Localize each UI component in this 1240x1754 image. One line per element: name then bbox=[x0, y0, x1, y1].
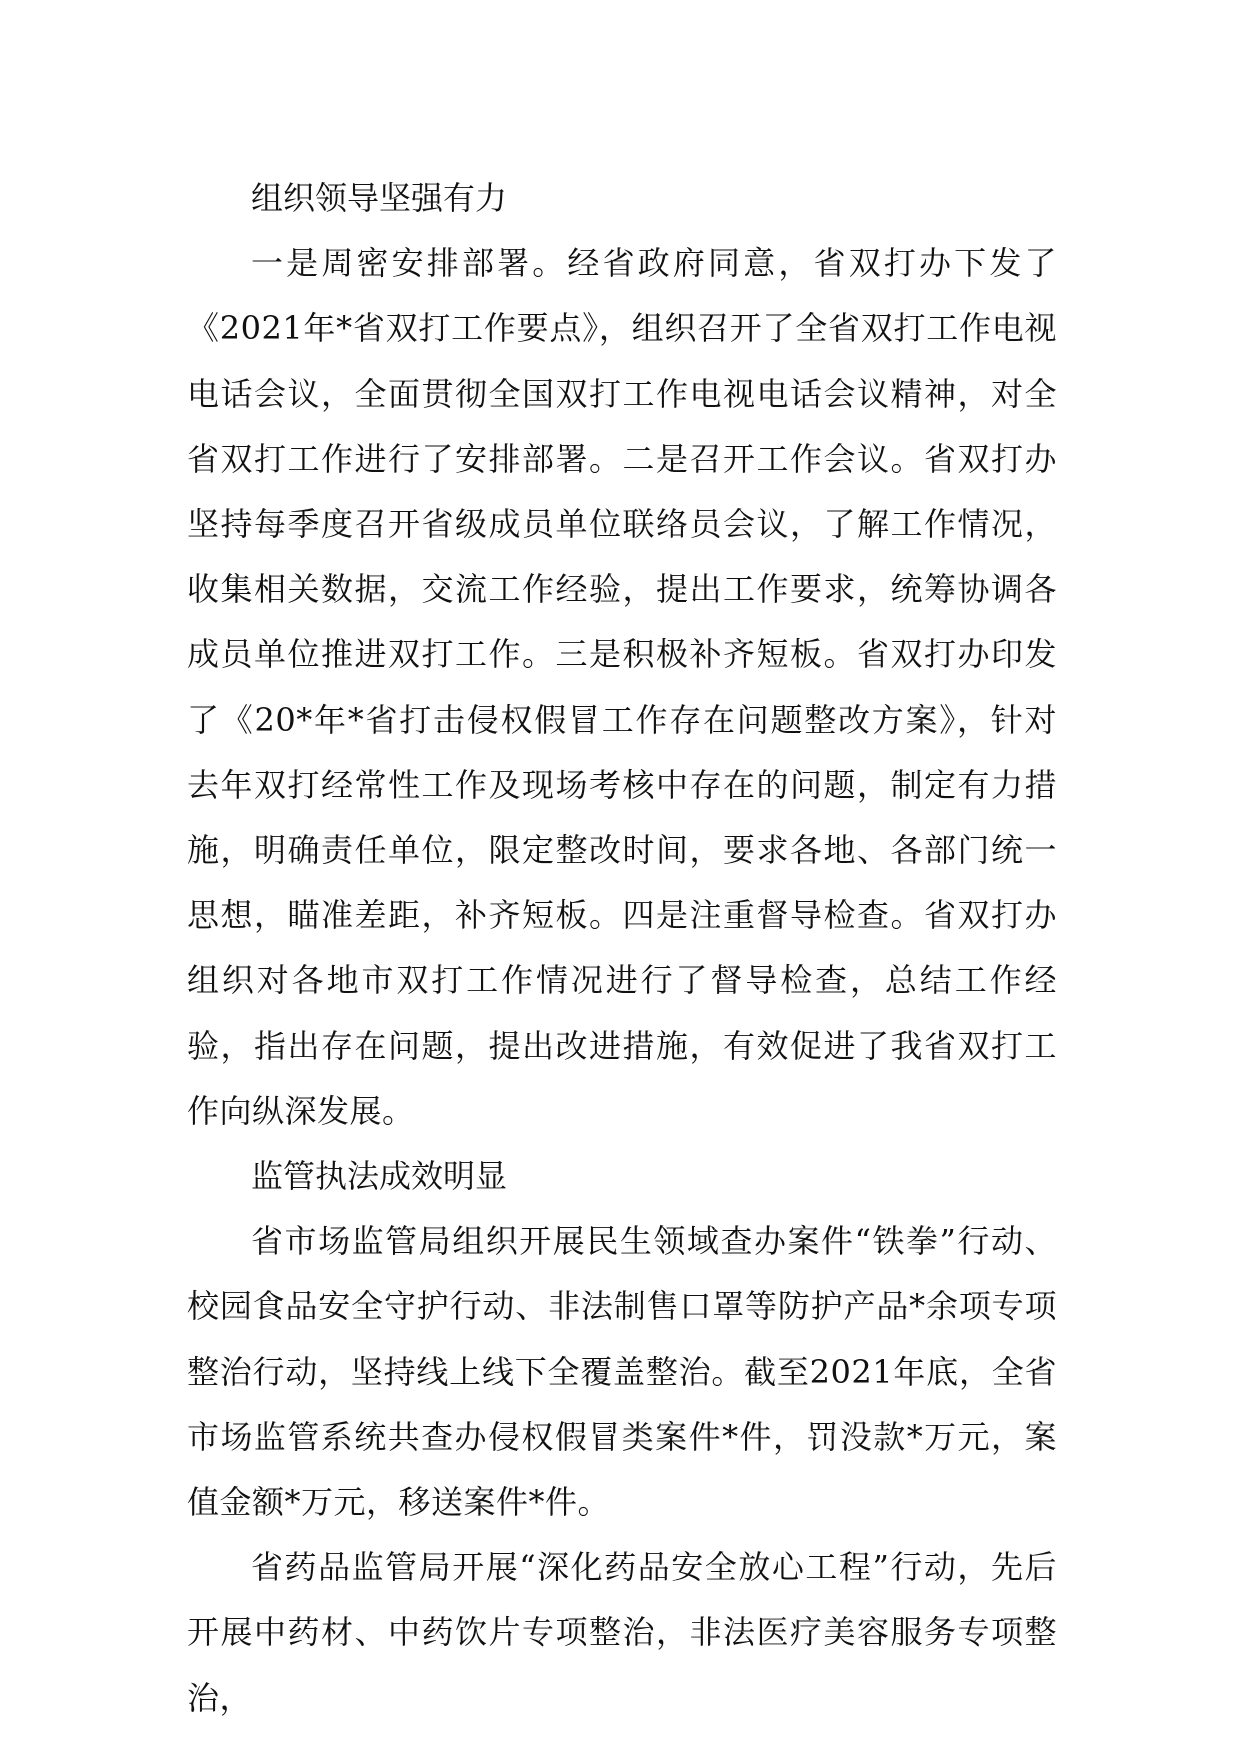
document-body bbox=[187, 166, 1057, 1731]
paragraph-leadership-details: 一是周密安排部署。经省政府同意，省双打办下发了《2021年*省双打工作要点》，组织召开了全省双打工作电视电话会议，全面贯彻全国双打工作电视电话会议精神，对全省双打工作进行了安排部署。二是召开工作会议。省双打办坚持每季度召开省级成员单位联络员会议，了解工作情况，收集相关数据，交流工作经验，提出工作要求，统筹协调各成员单位推进双打工作。三是积极补齐短板。省双打办印发了《20*年*省打击侵权假冒工作存在问题整改方案》，针对去年双打经常性工作及现场考核中存在的问题，制定有力措施，明确责任单位，限定整改时间，要求各地、各部门统一思想，瞄准差距，补齐短板。四是注重督导检查。省双打办组织对各地市双打工作情况进行了督导检查，总结工作经验，指出存在问题，提出改进措施，有效促进了我省双打工作向纵深发展。 bbox=[187, 244, 1057, 1130]
section-heading-leadership: 组织领导坚强有力 bbox=[251, 179, 508, 217]
paragraph-drug-supervision: 省药品监管局开展“深化药品安全放心工程”行动，先后开展中药材、中药饮片专项整治，非法医疗美容服务专项整治， bbox=[187, 1548, 1057, 1717]
paragraph-market-supervision: 省市场监管局组织开展民生领域查办案件“铁拳”行动、校园食品安全守护行动、非法制售口罩等防护产品*余项专项整治行动，坚持线上线下全覆盖整治。截至2021年底，全省市场监管系统共查办侵权假冒类案件*件，罚没款*万元，案值金额*万元，移送案件*件。 bbox=[187, 1222, 1057, 1522]
section-heading-enforcement: 监管执法成效明显 bbox=[251, 1157, 508, 1196]
